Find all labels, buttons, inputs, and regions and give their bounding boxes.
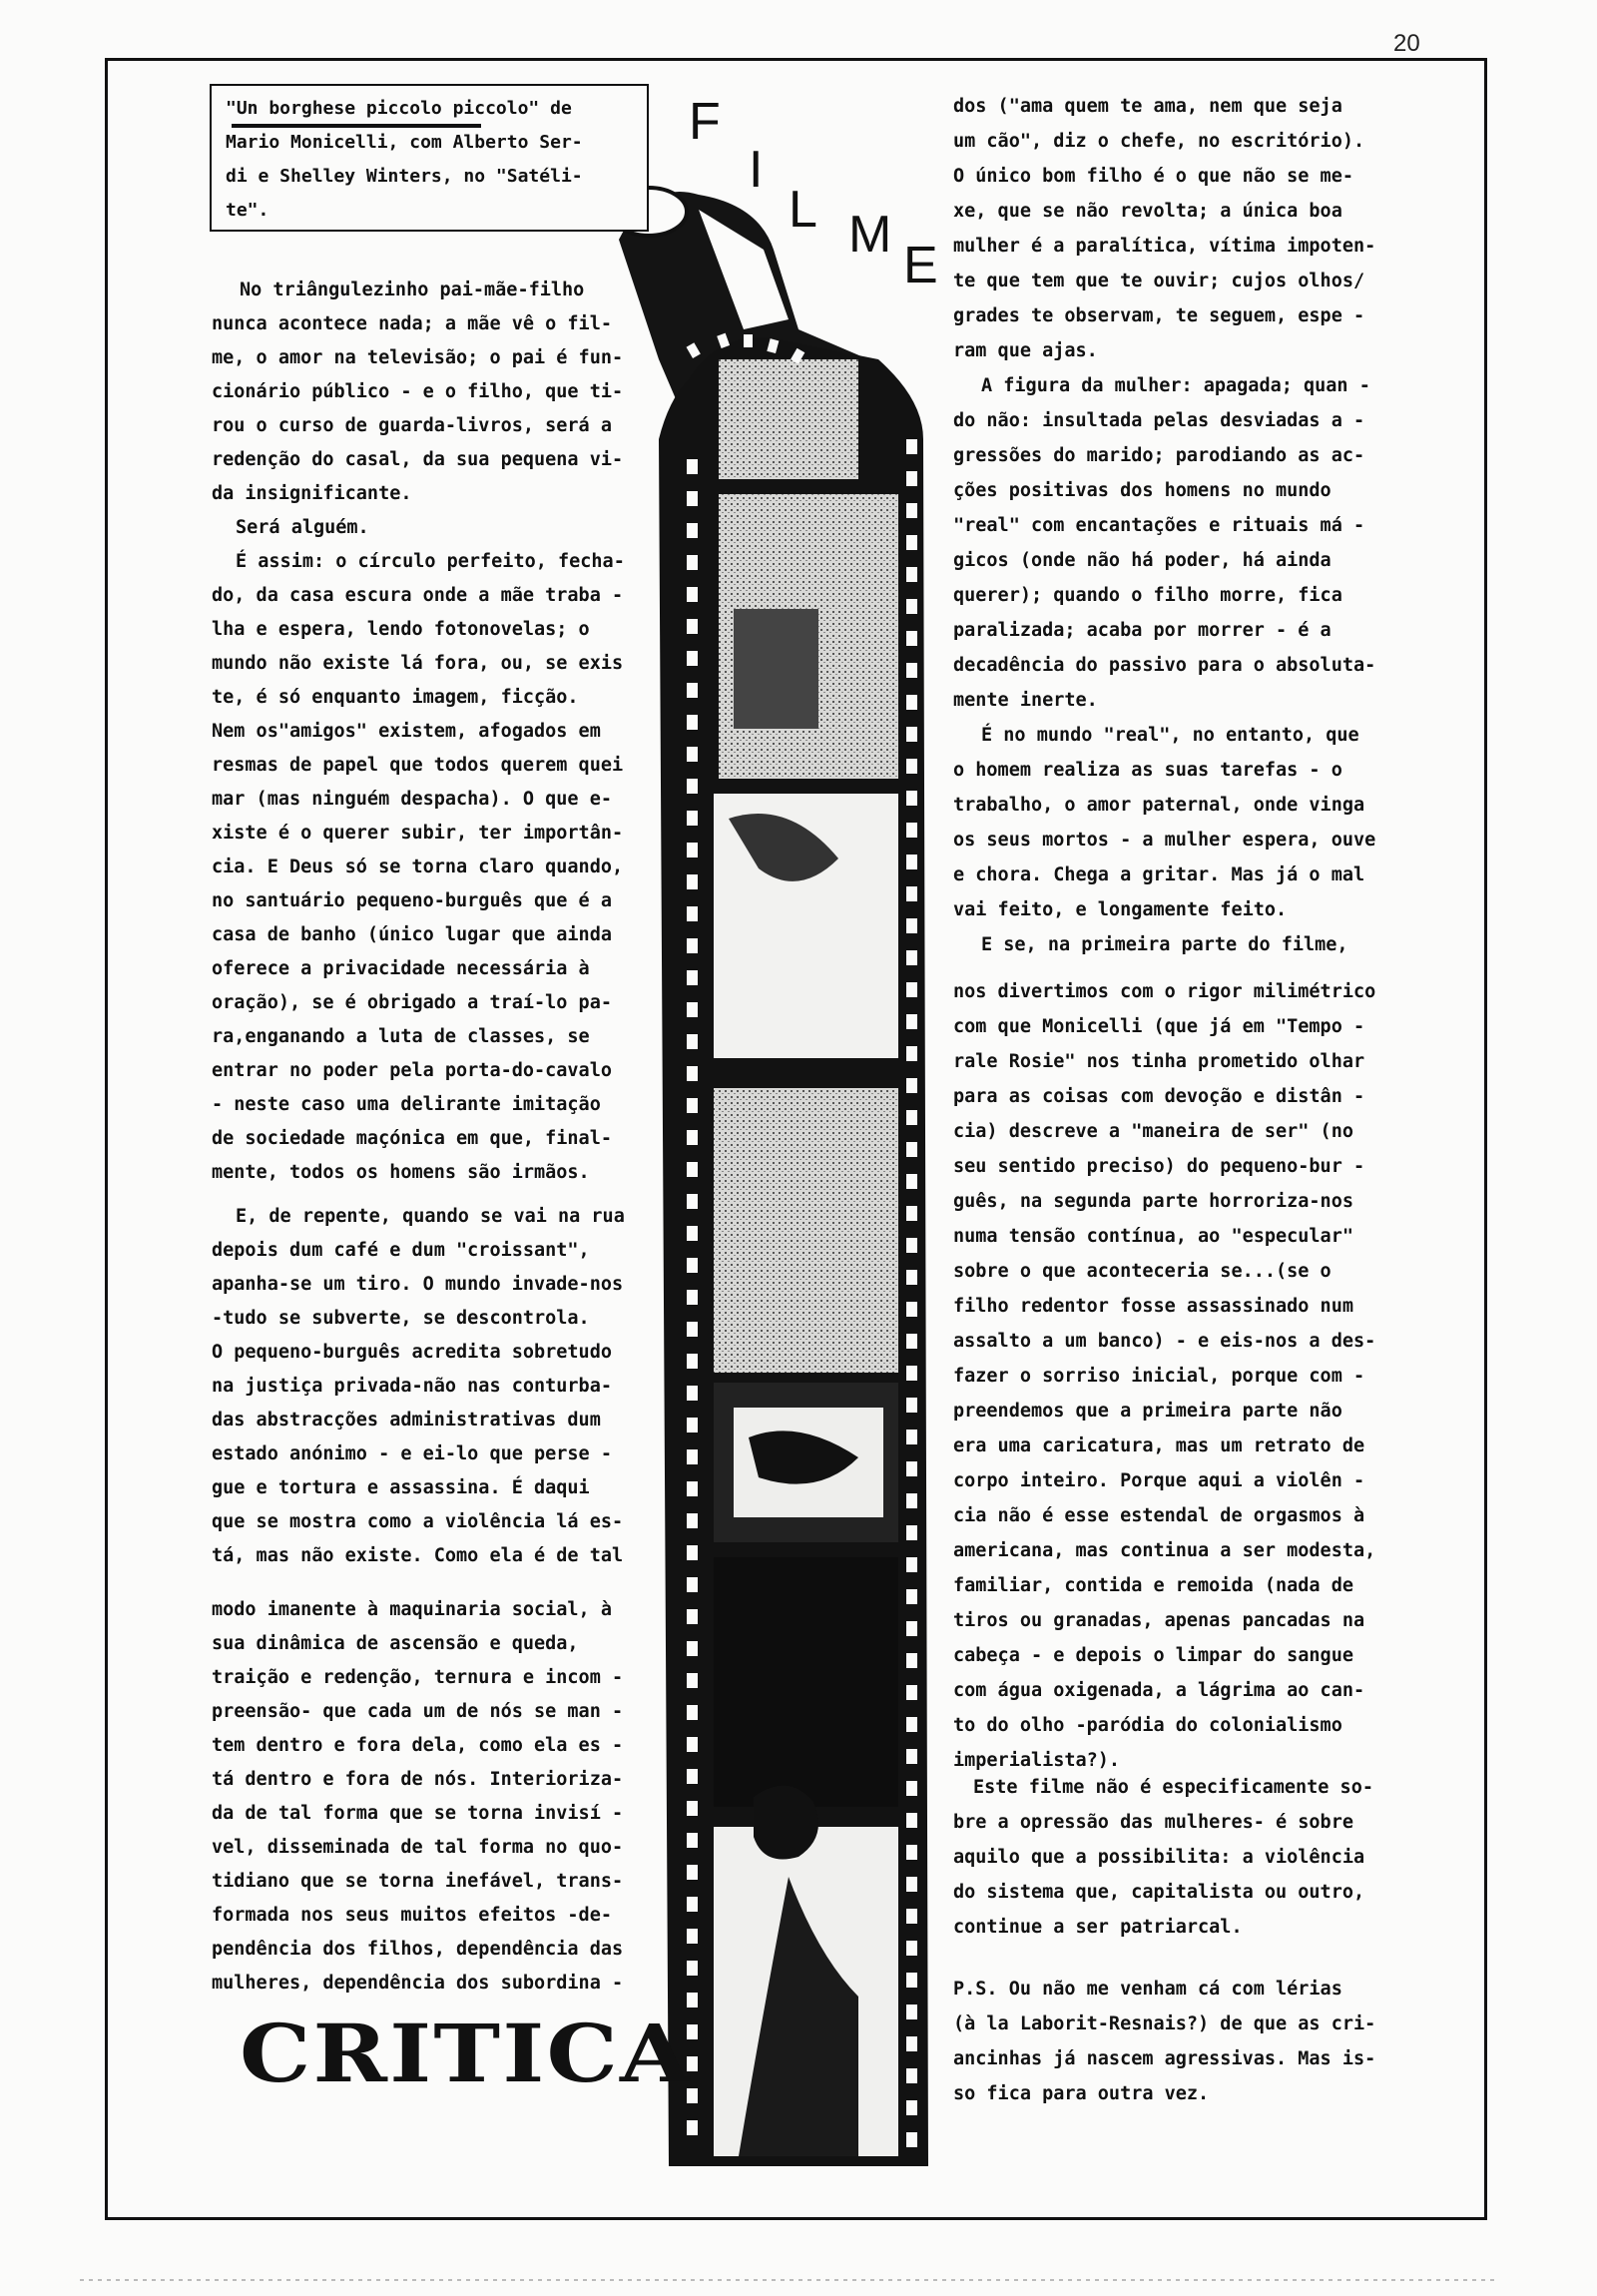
text-line: com água oxigenada, a lágrima ao can- [953,1680,1365,1701]
text-line: tidiano que se torna inefável, trans- [212,1871,624,1892]
text-line: nos divertimos com o rigor milimétrico [953,981,1376,1002]
text-line: fazer o sorriso inicial, porque com - [953,1366,1365,1387]
text-line: te, é só enquanto imagem, ficção. [212,687,579,708]
text-line: mulheres, dependência dos subordina - [212,1973,624,1994]
text-line: americana, mas continua a ser modesta, [953,1540,1376,1561]
text-line: O único bom filho é o que não se me- [953,166,1353,187]
text-line: trabalho, o amor paternal, onde vinga [953,795,1365,816]
title-letter: F [689,93,721,151]
text-line: bre a opressão das mulheres- é sobre [953,1812,1353,1833]
text-line: entrar no poder pela porta-do-cavalo [212,1060,612,1081]
caption-box [210,84,649,232]
text-line: preendemos que a primeira parte não [953,1401,1342,1422]
text-line: "real" com encantações e rituais má - [953,515,1365,536]
text-line: sobre o que aconteceria se...(se o [953,1261,1331,1282]
text-line: vai feito, e longamente feito. [953,899,1288,920]
text-line: imperialista?). [953,1750,1121,1771]
text-line: resmas de papel que todos querem quei [212,755,624,776]
text-line: cia) descreve a "maneira de ser" (no [953,1121,1353,1142]
text-line: cia. E Deus só se torna claro quando, [212,857,624,877]
text-line: mundo não existe lá fora, ou, se exis [212,653,624,674]
page-number: 20 [1393,30,1420,57]
text-line: formada nos seus muitos efeitos -de- [212,1905,612,1926]
text-line: numa tensão contínua, ao "especular" [953,1226,1353,1247]
text-line: guês, na segunda parte horroriza-nos [953,1191,1353,1212]
text-line: do não: insultada pelas desviadas a - [953,410,1365,431]
title-letter: I [749,141,764,199]
text-line: preensão- que cada um de nós se man - [212,1701,624,1722]
text-line: era uma caricatura, mas um retrato de [953,1435,1365,1456]
text-line: da de tal forma que se torna invisí - [212,1803,624,1824]
text-line: das abstracções administrativas dum [212,1410,601,1431]
text-line: que se mostra como a violência lá es- [212,1511,624,1532]
text-line: familiar, contida e remoida (nada de [953,1575,1353,1596]
text-line: filho redentor fosse assassinado num [953,1296,1353,1317]
text-line: querer); quando o filho morre, fica [953,585,1342,606]
text-line: E, de repente, quando se vai na rua [236,1206,625,1227]
text-line: os seus mortos - a mulher espera, ouve [953,830,1376,851]
text-line: aquilo que a possibilita: a violência [953,1847,1365,1868]
text-line: tá, mas não existe. Como ela é de tal [212,1545,624,1566]
text-line: ções positivas dos homens no mundo [953,480,1331,501]
text-line: com que Monicelli (que já em "Tempo - [953,1016,1365,1037]
film-frame-6 [714,1557,898,1807]
title-letter: M [848,206,892,264]
text-line: seu sentido preciso) do pequeno-bur - [953,1156,1365,1177]
text-line: do sistema que, capitalista ou outro, [953,1882,1365,1903]
text-line: traição e redenção, ternura e incom - [212,1667,624,1688]
text-line: tá dentro e fora de nós. Interioriza- [212,1769,624,1790]
text-line: (à la Laborit-Resnais?) de que as cri- [953,2013,1376,2034]
text-line: modo imanente à maquinaria social, à [212,1599,612,1620]
text-line: para as coisas com devoção e distân - [953,1086,1365,1107]
text-line: mulher é a paralítica, vítima impoten- [953,236,1376,257]
text-line: no santuário pequeno-burguês que é a [212,890,612,911]
text-line: xe, que se não revolta; a única boa [953,201,1342,222]
text-line: depois dum café e dum "croissant", [212,1240,590,1261]
text-line: e chora. Chega a gritar. Mas já o mal [953,864,1365,885]
title-letter: L [789,181,817,239]
caption-line: di e Shelley Winters, no "Satéli- [226,166,583,187]
text-line: um cão", diz o chefe, no escritório). [953,131,1365,152]
film-frame-1 [719,359,858,479]
text-line: vel, disseminada de tal forma no quo- [212,1837,624,1858]
text-line: cionário público - e o filho, que ti- [212,381,624,402]
text-line: do, da casa escura onde a mãe traba - [212,585,624,606]
text-line: oferece a privacidade necessária à [212,958,590,979]
text-line: P.S. Ou não me venham cá com lérias [953,1979,1342,2000]
text-line: rou o curso de guarda-livros, será a [212,415,612,436]
text-line: mar (mas ninguém despacha). O que e- [212,789,612,810]
text-line: -tudo se subverte, se descontrola. [212,1308,590,1329]
text-line: pendência dos filhos, dependência das [212,1939,624,1960]
caption-line: Mario Monicelli, com Alberto Ser- [226,132,583,153]
text-line: de sociedade maçónica em que, final- [212,1128,612,1149]
caption-line: "Un borghese piccolo piccolo" de [226,98,572,119]
critica-logo: CRITICA [240,2007,692,2100]
text-line: E se, na primeira parte do filme, [981,934,1348,955]
text-line: O pequeno-burguês acredita sobretudo [212,1342,612,1363]
text-line: to do olho -paródia do colonialismo [953,1715,1342,1736]
text-line: da insignificante. [212,483,412,504]
text-line: lha e espera, lendo fotonovelas; o [212,619,590,640]
text-line: ra,enganando a luta de classes, se [212,1026,590,1047]
text-line: tiros ou granadas, apenas pancadas na [953,1610,1365,1631]
text-line: me, o amor na televisão; o pai é fun- [212,347,624,368]
text-line: oração), se é obrigado a traí-lo pa- [212,992,612,1013]
text-line: grades te observam, te seguem, espe - [953,305,1365,326]
caption-line: te". [226,200,269,221]
text-line: É no mundo "real", no entanto, que [981,725,1359,746]
text-line: cabeça - e depois o limpar do sangue [953,1645,1353,1666]
scan-edge-noise [80,2279,1497,2281]
text-line: No triângulezinho pai-mãe-filho [240,280,585,300]
text-line: Este filme não é especificamente so- [973,1777,1373,1798]
text-line: assalto a um banco) - e eis-nos a des- [953,1331,1376,1352]
text-line: gue e tortura e assassina. É daqui [212,1477,590,1498]
text-line: o homem realiza as suas tarefas - o [953,760,1342,781]
text-line: na justiça privada-não nas conturba- [212,1376,612,1397]
text-line: ancinhas já nascem agressivas. Mas is- [953,2048,1376,2069]
text-line: A figura da mulher: apagada; quan - [981,375,1370,396]
text-line: corpo inteiro. Porque aqui a violên - [953,1470,1365,1491]
text-line: cia não é esse estendal de orgasmos à [953,1505,1365,1526]
text-line: estado anónimo - e ei-lo que perse - [212,1443,612,1464]
film-frame-4 [714,1088,898,1373]
text-line: gicos (onde não há poder, há ainda [953,550,1331,571]
text-line: tem dentro e fora dela, como ela es - [212,1735,624,1756]
text-line: gressões do marido; parodiando as ac- [953,445,1365,466]
caption-title-underline [232,124,481,128]
text-line: ram que ajas. [953,340,1098,361]
text-line: Nem os"amigos" existem, afogados em [212,721,601,742]
text-line: apanha-se um tiro. O mundo invade-nos [212,1274,624,1295]
text-line: rale Rosie" nos tinha prometido olhar [953,1051,1365,1072]
text-line: continue a ser patriarcal. [953,1917,1243,1938]
text-line: dos ("ama quem te ama, nem que seja [953,96,1342,117]
text-line: É assim: o círculo perfeito, fecha- [236,551,625,572]
text-line: paralizada; acaba por morrer - é a [953,620,1331,641]
text-line: casa de banho (único lugar que ainda [212,924,612,945]
text-line: mente inerte. [953,690,1098,711]
text-line: decadência do passivo para o absoluta- [953,655,1376,676]
text-line: - neste caso uma delirante imitação [212,1094,601,1115]
text-line: redenção do casal, da sua pequena vi- [212,449,624,470]
text-line: xiste é o querer subir, ter importân- [212,823,624,844]
text-line: Será alguém. [236,517,369,538]
title-letter: E [903,237,938,294]
text-line: te que tem que te ouvir; cujos olhos/ [953,271,1365,291]
text-line: nunca acontece nada; a mãe vê o fil- [212,313,612,334]
text-line: mente, todos os homens são irmãos. [212,1162,590,1183]
text-line: so fica para outra vez. [953,2083,1210,2104]
text-line: sua dinâmica de ascensão e queda, [212,1633,579,1654]
